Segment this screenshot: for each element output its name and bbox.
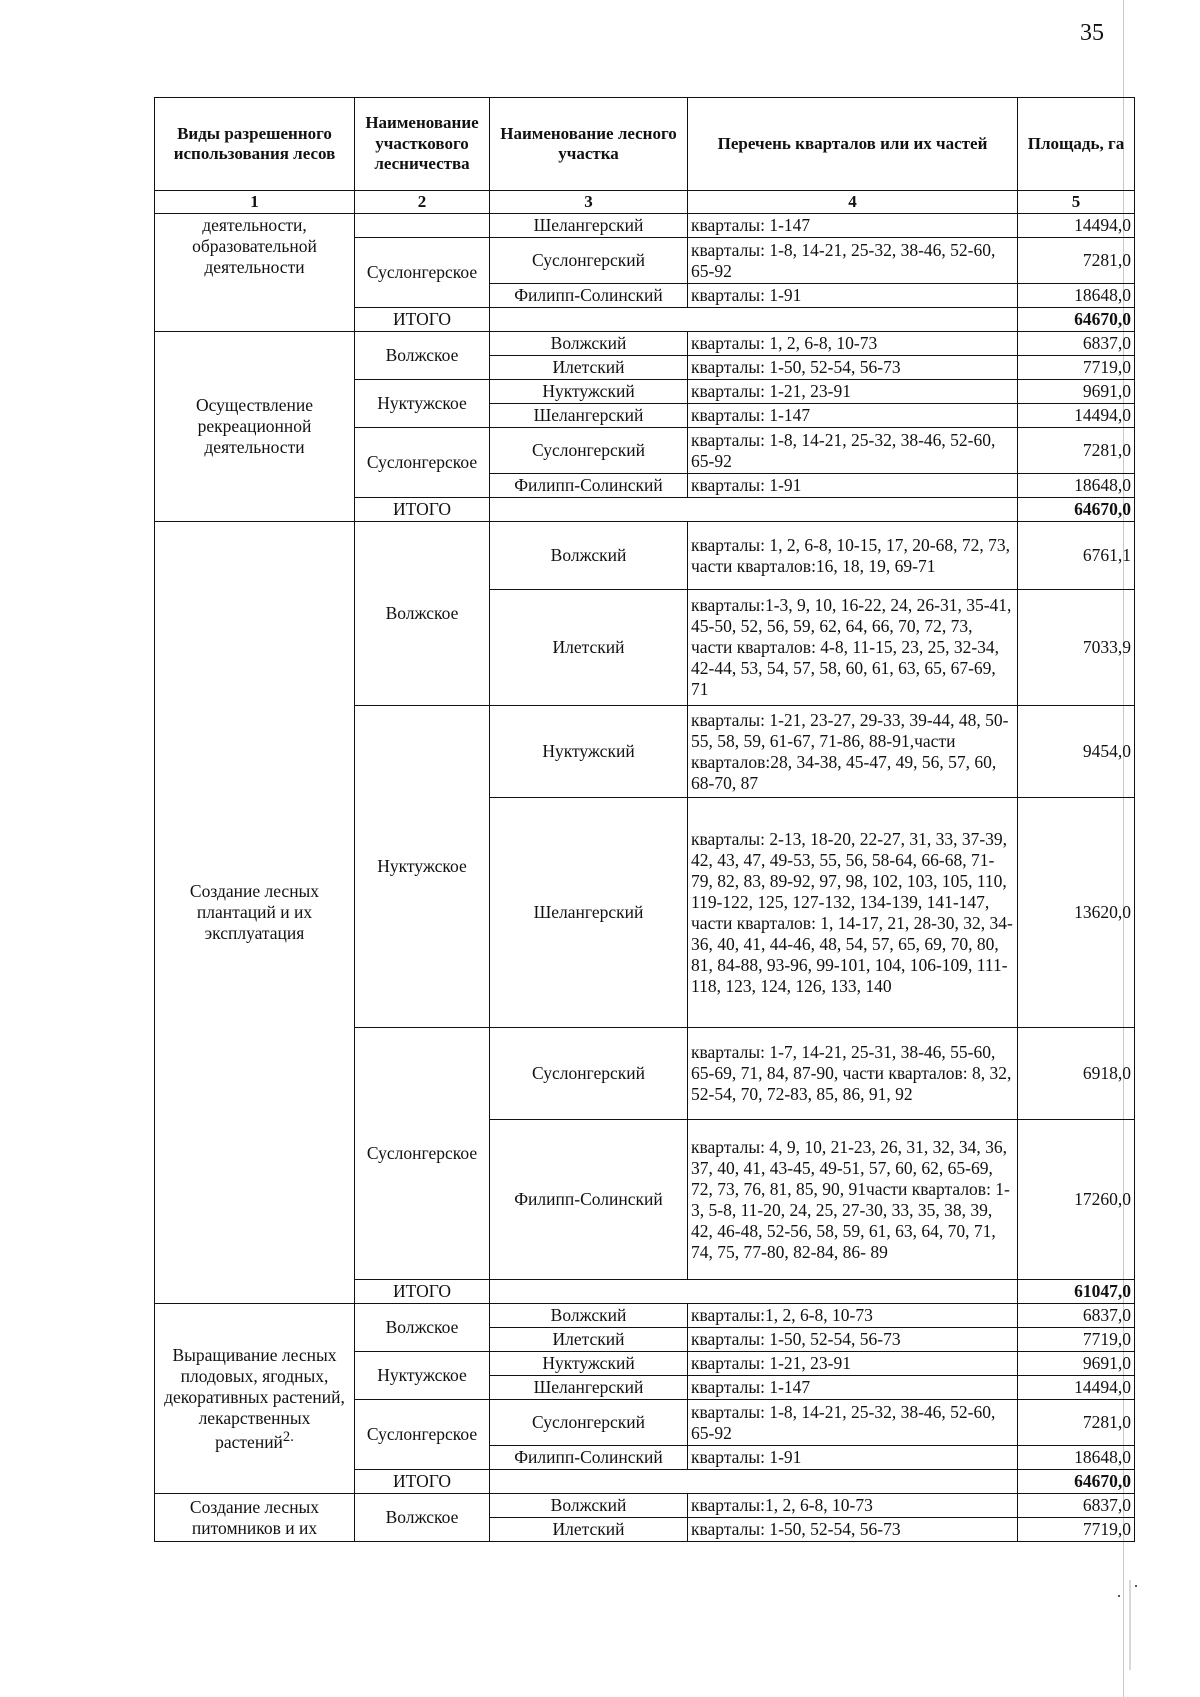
area-cell: 14494,0 [1018, 404, 1135, 428]
area-cell: 6761,1 [1018, 522, 1135, 590]
page-number: 35 [1080, 20, 1104, 46]
plot-cell: Филипп-Солинский [490, 474, 688, 498]
area-cell: 7281,0 [1018, 238, 1135, 284]
col-number: 4 [688, 191, 1018, 214]
plot-cell: Шелангерский [490, 404, 688, 428]
forestry-cell: Нуктужское [355, 706, 490, 1028]
use-type-cell: Осуществление рекреационной деятельности [155, 332, 355, 522]
plot-cell: Илетский [490, 356, 688, 380]
total-spacer [490, 1470, 1018, 1494]
quarters-cell: кварталы: 1-50, 52-54, 56-73 [688, 1518, 1018, 1542]
forestry-cell [355, 214, 490, 238]
header-row [155, 98, 1135, 191]
plot-cell: Волжский [490, 522, 688, 590]
table-row [155, 214, 1135, 238]
plot-cell: Суслонгерский [490, 1028, 688, 1120]
area-cell: 13620,0 [1018, 798, 1135, 1028]
forestry-cell: Волжское [355, 1304, 490, 1352]
forest-use-table [154, 97, 1135, 1542]
forestry-cell: Волжское [355, 522, 490, 706]
plot-cell: Шелангерский [490, 798, 688, 1028]
total-area: 61047,0 [1018, 1280, 1135, 1304]
col-number: 1 [155, 191, 355, 214]
area-cell: 7281,0 [1018, 428, 1135, 474]
forestry-cell: Суслонгерское [355, 428, 490, 498]
total-label: ИТОГО [355, 308, 490, 332]
area-cell: 6918,0 [1018, 1028, 1135, 1120]
plot-cell: Суслонгерский [490, 428, 688, 474]
col-number: 2 [355, 191, 490, 214]
quarters-cell: кварталы: 4, 9, 10, 21-23, 26, 31, 32, 34, 36, 37, 40, 41, 43-45, 49-51, 57, 60, 62, 65-69, 72, 73, 76, 81, 85, 90, 91части кварталов: 1-3, 5-8, 11-20, 24, 25, 27-30, 33, 35, 38, 39, 42, 46-48, 52-56, 58, 59, 61, 63, 64, 70, 71, 74, 75, 77-80, 82-84, 86- 89 [688, 1120, 1018, 1280]
table-row [155, 522, 1135, 590]
plot-cell: Шелангерский [490, 1376, 688, 1400]
plot-cell: Илетский [490, 1328, 688, 1352]
area-cell: 18648,0 [1018, 474, 1135, 498]
plot-cell: Волжский [490, 1494, 688, 1518]
quarters-cell: кварталы: 1-21, 23-27, 29-33, 39-44, 48, 50-55, 58, 59, 61-67, 71-86, 88-91,части кварталов:28, 34-38, 45-47, 49, 56, 57, 60, 68-70, 87 [688, 706, 1018, 798]
quarters-cell: кварталы: 1-50, 52-54, 56-73 [688, 356, 1018, 380]
col-number: 3 [490, 191, 688, 214]
plot-cell: Нуктужский [490, 706, 688, 798]
plot-cell: Суслонгерский [490, 238, 688, 284]
use-type-cell: деятельности, образовательной деятельности [155, 214, 355, 332]
quarters-cell: кварталы: 1, 2, 6-8, 10-73 [688, 332, 1018, 356]
forestry-cell: Волжское [355, 332, 490, 380]
col-number: 5 [1018, 191, 1135, 214]
total-spacer [490, 1280, 1018, 1304]
use-type-cell: Создание лесных питомников и их [155, 1494, 355, 1542]
area-cell: 7281,0 [1018, 1400, 1135, 1446]
quarters-cell: кварталы: 1-91 [688, 284, 1018, 308]
scan-speck [1135, 1585, 1137, 1587]
area-cell: 6837,0 [1018, 1304, 1135, 1328]
area-cell: 9691,0 [1018, 380, 1135, 404]
forestry-cell: Суслонгерское [355, 238, 490, 308]
plot-cell: Суслонгерский [490, 1400, 688, 1446]
area-cell: 14494,0 [1018, 214, 1135, 238]
quarters-cell: кварталы: 1-91 [688, 474, 1018, 498]
area-cell: 14494,0 [1018, 1376, 1135, 1400]
page-edge-shadow [1129, 1580, 1131, 1670]
quarters-cell: кварталы: 1, 2, 6-8, 10-15, 17, 20-68, 72, 73, части кварталов:16, 18, 19, 69-71 [688, 522, 1018, 590]
header-plot: Наименование лесного участка [490, 98, 688, 191]
area-cell: 9454,0 [1018, 706, 1135, 798]
table-row [155, 1304, 1135, 1328]
plot-cell: Илетский [490, 590, 688, 706]
forestry-cell: Нуктужское [355, 380, 490, 428]
scan-speck [1118, 1595, 1120, 1597]
area-cell: 6837,0 [1018, 1494, 1135, 1518]
table-row [155, 332, 1135, 356]
area-cell: 7719,0 [1018, 356, 1135, 380]
area-cell: 7719,0 [1018, 1328, 1135, 1352]
plot-cell: Филипп-Солинский [490, 1120, 688, 1280]
quarters-cell: кварталы:1-3, 9, 10, 16-22, 24, 26-31, 35-41, 45-50, 52, 56, 59, 62, 64, 66, 70, 72, 73, части кварталов: 4-8, 11-15, 23, 25, 32-34, 42-44, 53, 54, 57, 58, 60, 61, 63, 65, 67-69, 71 [688, 590, 1018, 706]
header-area: Площадь, га [1018, 98, 1135, 191]
header-forestry: Наименование участкового лесничества [355, 98, 490, 191]
use-type-cell [155, 1304, 355, 1494]
plot-cell: Волжский [490, 332, 688, 356]
quarters-cell: кварталы: 1-8, 14-21, 25-32, 38-46, 52-60, 65-92 [688, 238, 1018, 284]
use-type-text: Выращивание лесных плодовых, ягодных, декоративных растений, лекарственных растений [164, 1344, 345, 1452]
quarters-cell: кварталы: 1-21, 23-91 [688, 380, 1018, 404]
area-cell: 17260,0 [1018, 1120, 1135, 1280]
total-label: ИТОГО [355, 1280, 490, 1304]
area-cell: 18648,0 [1018, 284, 1135, 308]
area-cell: 7719,0 [1018, 1518, 1135, 1542]
total-area: 64670,0 [1018, 498, 1135, 522]
area-cell: 9691,0 [1018, 1352, 1135, 1376]
quarters-cell: кварталы: 1-7, 14-21, 25-31, 38-46, 55-60, 65-69, 71, 84, 87-90, части кварталов: 8, 32, 52-54, 70, 72-83, 85, 86, 91, 92 [688, 1028, 1018, 1120]
quarters-cell: кварталы: 1-91 [688, 1446, 1018, 1470]
area-cell: 6837,0 [1018, 332, 1135, 356]
total-label: ИТОГО [355, 1470, 490, 1494]
quarters-cell: кварталы: 1-8, 14-21, 25-32, 38-46, 52-60, 65-92 [688, 1400, 1018, 1446]
quarters-cell: кварталы: 1-21, 23-91 [688, 1352, 1018, 1376]
total-spacer [490, 498, 1018, 522]
footnote-mark: 2. [282, 1428, 294, 1445]
quarters-cell: кварталы:1, 2, 6-8, 10-73 [688, 1304, 1018, 1328]
total-label: ИТОГО [355, 498, 490, 522]
forestry-cell: Волжское [355, 1494, 490, 1542]
plot-cell: Илетский [490, 1518, 688, 1542]
forestry-cell: Суслонгерское [355, 1400, 490, 1470]
forestry-cell: Нуктужское [355, 1352, 490, 1400]
table-row [155, 1494, 1135, 1518]
total-spacer [490, 308, 1018, 332]
plot-cell: Шелангерский [490, 214, 688, 238]
total-area: 64670,0 [1018, 1470, 1135, 1494]
quarters-cell: кварталы: 1-147 [688, 1376, 1018, 1400]
forestry-cell: Суслонгерское [355, 1028, 490, 1280]
quarters-cell: кварталы: 1-147 [688, 214, 1018, 238]
use-type-cell: Создание лесных плантаций и их эксплуатация [155, 522, 355, 1304]
header-use-type: Виды разрешенного использования лесов [155, 98, 355, 191]
quarters-cell: кварталы: 1-147 [688, 404, 1018, 428]
plot-cell: Нуктужский [490, 1352, 688, 1376]
header-quarters: Перечень кварталов или их частей [688, 98, 1018, 191]
quarters-cell: кварталы: 1-8, 14-21, 25-32, 38-46, 52-60, 65-92 [688, 428, 1018, 474]
column-number-row [155, 191, 1135, 214]
total-area: 64670,0 [1018, 308, 1135, 332]
quarters-cell: кварталы:1, 2, 6-8, 10-73 [688, 1494, 1018, 1518]
plot-cell: Волжский [490, 1304, 688, 1328]
area-cell: 18648,0 [1018, 1446, 1135, 1470]
plot-cell: Филипп-Солинский [490, 284, 688, 308]
plot-cell: Нуктужский [490, 380, 688, 404]
quarters-cell: кварталы: 1-50, 52-54, 56-73 [688, 1328, 1018, 1352]
plot-cell: Филипп-Солинский [490, 1446, 688, 1470]
quarters-cell: кварталы: 2-13, 18-20, 22-27, 31, 33, 37-39, 42, 43, 47, 49-53, 55, 56, 58-64, 66-68, 71-79, 82, 83, 89-92, 97, 98, 102, 103, 105, 110, 119-122, 125, 127-132, 134-139, 141-147, части кварталов: 1, 14-17, 21, 28-30, 32, 34-36, 40, 41, 44-46, 48, 54, 57, 65, 69, 70, 80, 81, 84-88, 93-96, 99-101, 104, 106-109, 111-118, 123, 124, 126, 133, 140 [688, 798, 1018, 1028]
area-cell: 7033,9 [1018, 590, 1135, 706]
